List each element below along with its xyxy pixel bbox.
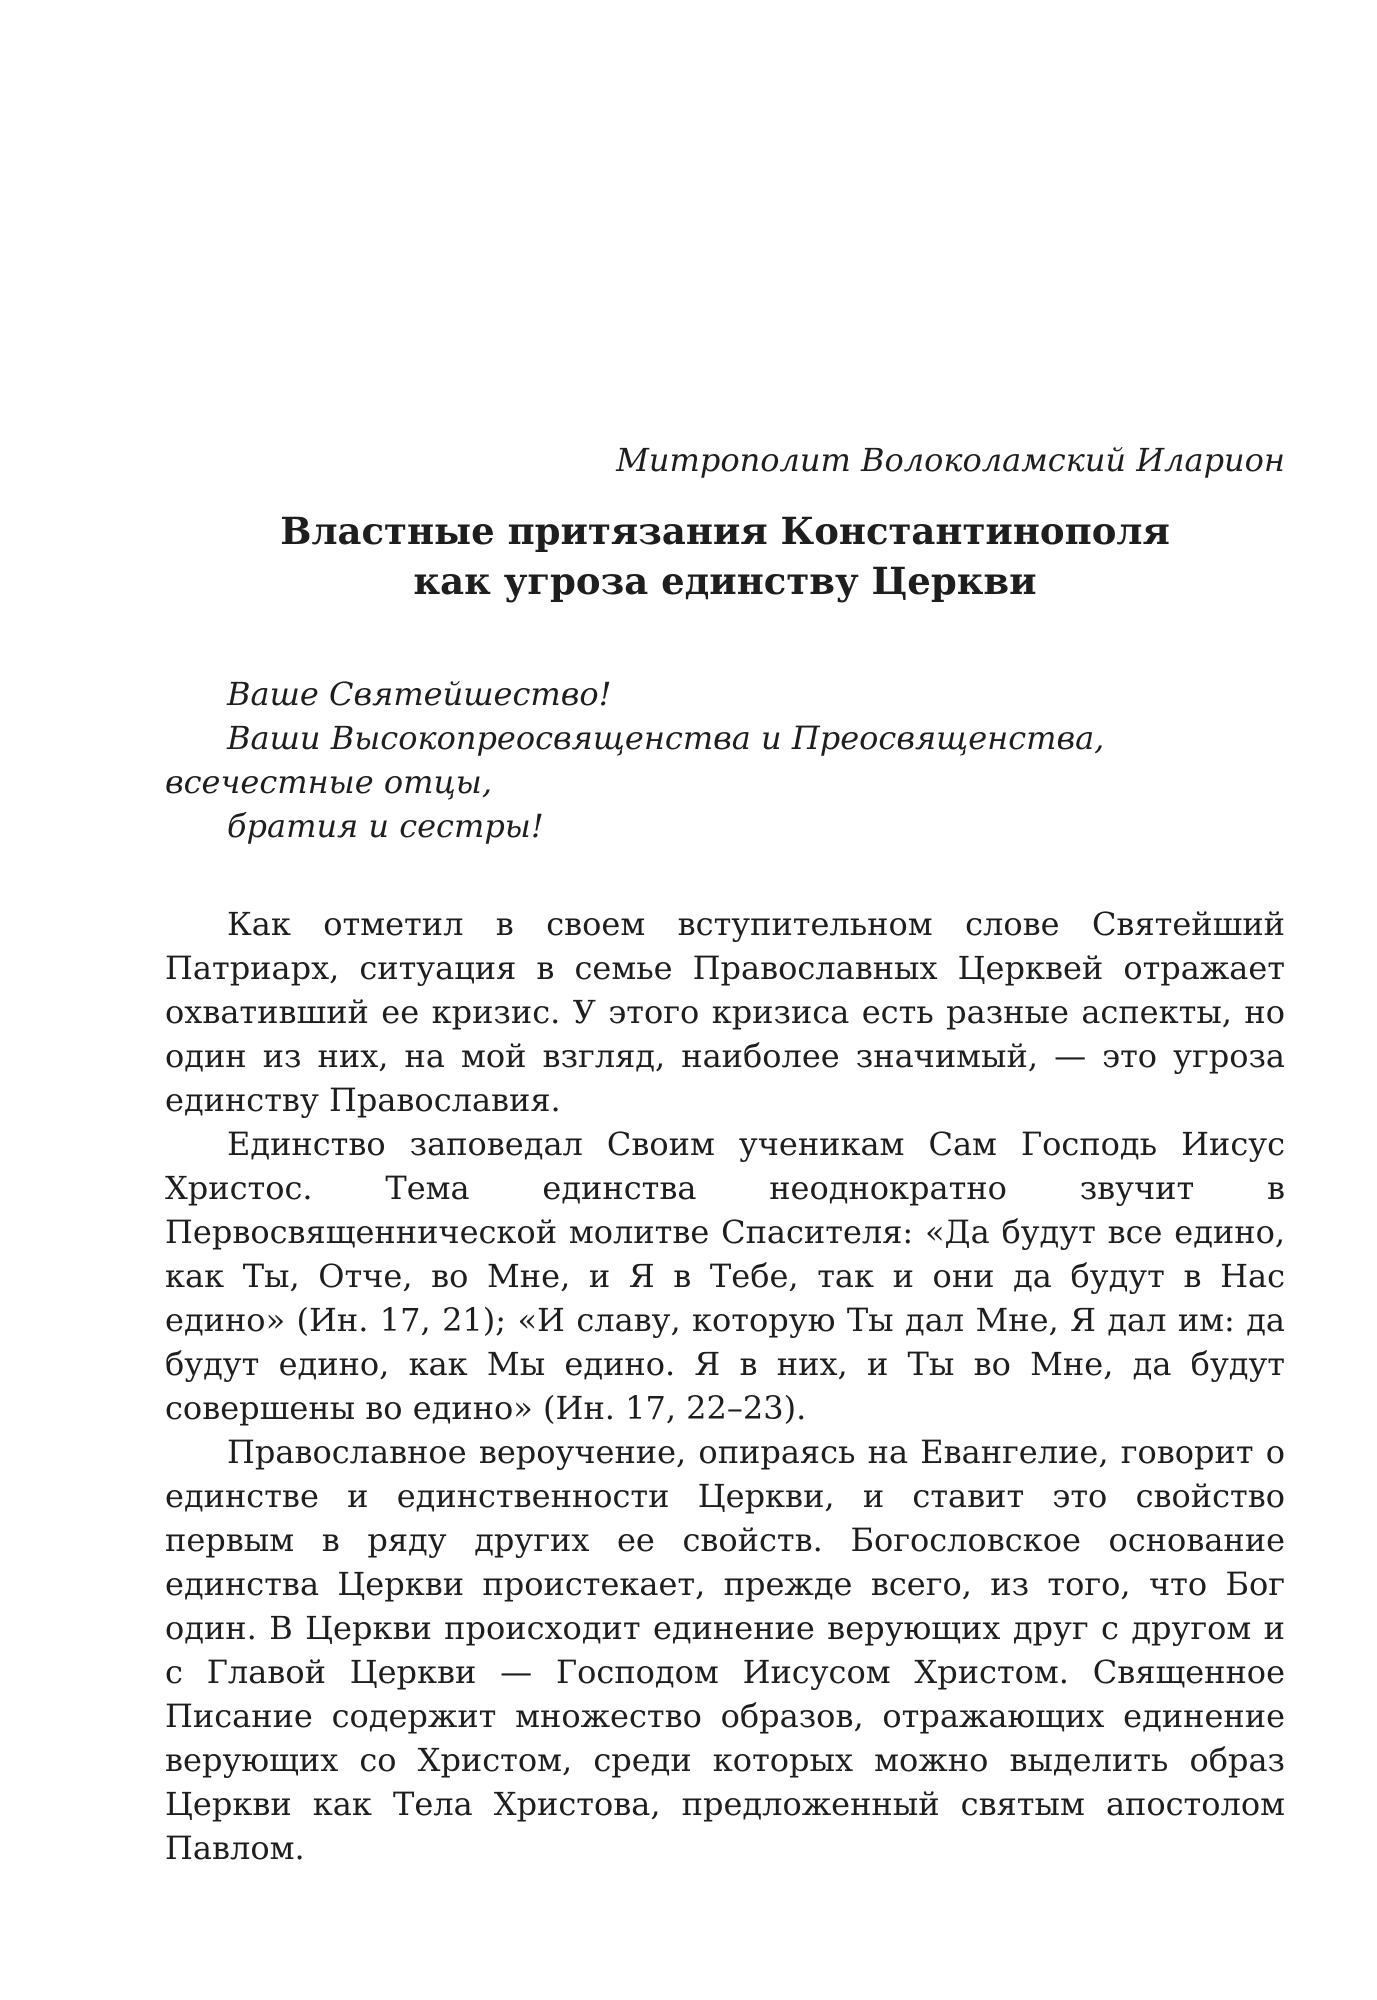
paragraph: Единство заповедал Своим ученикам Сам Господь Иисус Христос. Тема единства неоднократно звучит в Первосвященнической молитве Спасителя: «Да будут все едино, как Ты, Отче, во Мне, и Я в Тебе, так и они да будут в Нас едино» (Ин. 17, 21); «И славу, которую Ты дал Мне, Я дал им: да будут едино, как Мы едино. Я в них, и Ты во Мне, да будут совершены во едино» (Ин. 17, 22–23). [165, 1125, 1285, 1427]
greeting-line: братия и сестры! [227, 807, 544, 845]
body-text [165, 902, 1285, 1870]
author-line: Митрополит Волоколамский Иларион [616, 441, 1285, 479]
paragraph: Как отметил в своем вступительном слове Святейший Патриарх, ситуация в семье Православных Церквей отражает охвативший ее кризис. У этого кризиса есть разные аспекты, но один из них, на мой взгляд, наиболее значимый, — это угроза единству Православия. [165, 905, 1285, 1119]
greeting-block [165, 672, 1285, 848]
document-page [165, 440, 1285, 1870]
title-line-1: Властные притязания Константинополя [280, 509, 1170, 553]
greeting-line: Ваше Святейшество! [227, 675, 612, 713]
greeting-line: Ваши Высокопреосвященства и Преосвященства, всечестные отцы, [165, 719, 1105, 801]
title-line-2: как угроза единству Церкви [413, 559, 1037, 603]
article-title [165, 506, 1285, 606]
paragraph: Православное вероучение, опираясь на Евангелие, говорит о единстве и единственности Церкви, и ставит это свойство первым в ряду других ее свойств. Богословское основание единства Церкви проистекает, прежде всего, из того, что Бог один. В Церкви происходит единение верующих друг с другом и с Главой Церкви — Господом Иисусом Христом. Священное Писание содержит множество образов, отражающих единение верующих со Христом, среди которых можно выделить образ Церкви как Тела Христова, предложенный святым апостолом Павлом. [165, 1433, 1285, 1867]
